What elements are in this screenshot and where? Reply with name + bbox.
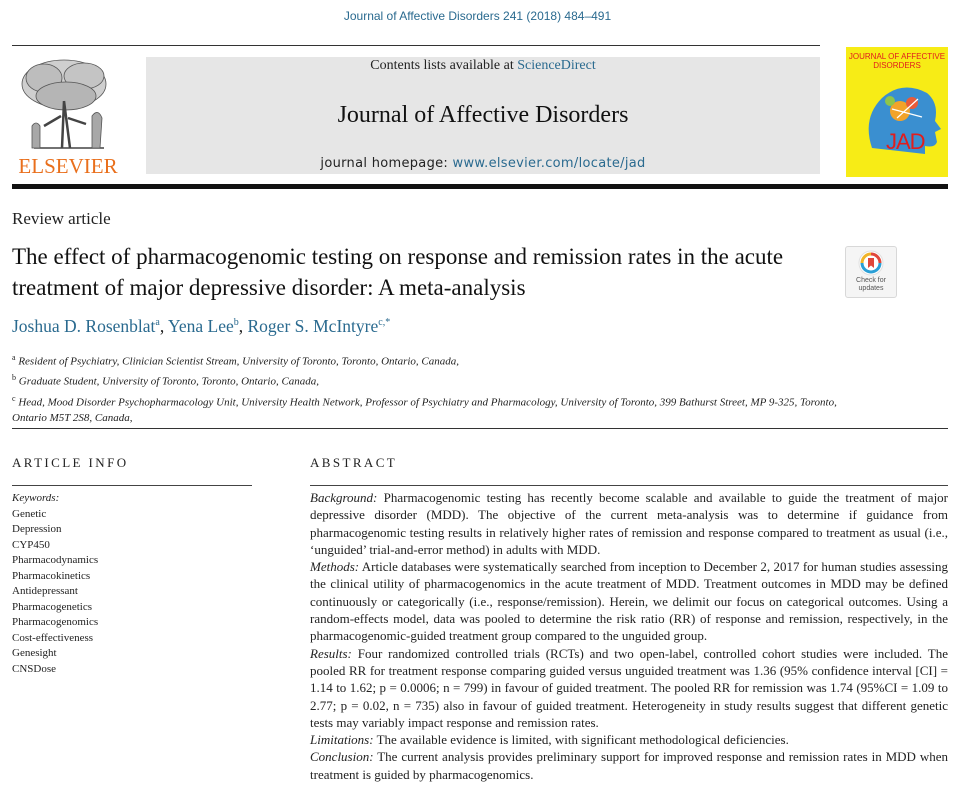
affiliations (12, 350, 842, 426)
homepage-link[interactable]: www.elsevier.com/locate/jad (452, 156, 646, 171)
bookmark-icon (858, 250, 884, 276)
journal-citation-link[interactable]: Journal of Affective Disorders 241 (2018) 484–491 (343, 9, 612, 23)
keyword: Pharmacodynamics (12, 554, 99, 566)
article-type: Review article (12, 209, 111, 228)
keyword: Depression (12, 523, 62, 535)
check-for-updates-label: Check for updates (856, 277, 886, 292)
keyword: Genetic (12, 507, 47, 520)
abstract-divider (310, 485, 948, 486)
abstract-background: Background: Pharmacogenomic testing has recently become scalable and available to guide the treatment of major depressive disorder (MDD). The objective of the current meta-analysis was to determine if guidance from pharmacogenomic testing results in relatively higher rates of remission and response compared to treatment as usual (i.e., ‘unguided’ trial-and-error method) in adults with MDD. (310, 490, 949, 557)
keyword: CNSDose (12, 662, 57, 675)
publisher-name: ELSEVIER (18, 154, 118, 178)
keyword: Pharmacokinetics (12, 569, 91, 582)
keyword: Antidepressant (12, 585, 78, 597)
affiliation: $^a$ Resident of Psychiatry, Clinician Scientist Stream, University of Toronto, Toronto, Ontario, Canada, (12, 353, 460, 368)
journal-cover[interactable] (846, 47, 948, 177)
keyword: Cost-effectiveness (12, 631, 94, 644)
journal-name: Journal of Affective Disorders (337, 102, 629, 128)
abstract-results: Results: Four randomized controlled trials (RCTs) and two open-label, controlled cohort studies were included. The pooled RR for treatment response comparing guided versus unguided treatment was 1.36 (95% confidence interval [CI] = 1.14 to 1.62; p = 0.0006; n = 799) in favour of guided treatment. The pooled RR for remission was 1.74 (95%CI = 1.09 to 2.77; p = 0.02, n = 735) also in favour of guided treatment. Heterogeneity in study results suggest that different genetic tests may variably impact response and remission rates. (310, 645, 949, 730)
author-link[interactable]: Yena Lee$^b$ (167, 316, 239, 336)
elsevier-logo[interactable] (10, 52, 122, 180)
article-info-divider (12, 485, 252, 486)
elsevier-tree-icon (14, 56, 120, 156)
author-list: Joshua D. Rosenblat$^a$, Yena Lee$^b$, Roger S. McIntyre$^{c,*}$ (12, 316, 391, 336)
keywords-list (12, 491, 252, 677)
cover-title: JOURNAL OF AFFECTIVE DISORDERS (848, 52, 946, 70)
homepage-line (146, 156, 820, 171)
sciencedirect-link[interactable]: ScienceDirect (517, 58, 596, 73)
abstract-conclusion: Conclusion: The current analysis provides preliminary support for improved response and remission rates in MDD when treatment is guided by pharmacogenomics. (310, 749, 949, 782)
keyword: CYP450 (12, 538, 50, 551)
abstract-methods: Methods: Article databases were systematically searched from inception to December 2, 2017 for human studies assessing the clinical utility of pharmacogenomics in the acute treatment of MDD. Treatment outcomes in MDD may be defined continuously or categorically (i.e., response/remission). Herein, we delimit our focus on categorical outcomes. Using a random-effects model, data was pooled to determine the risk ratio (RR) of response and remission, respectively, in the pharmacogenomic-guided treatment group compared to the unguided group. (310, 559, 948, 644)
abstract-body (310, 489, 948, 783)
homepage-prefix: journal homepage: (320, 156, 453, 171)
section-divider (12, 428, 948, 429)
cover-abbrev: JAD (886, 129, 925, 154)
top-divider (12, 45, 820, 46)
keyword: Pharmacogenomics (12, 616, 99, 628)
affiliation: $^c$ Head, Mood Disorder Psychopharmacology Unit, University Health Network, Professor of Psychiatry and Pharmacology, University of Toronto, 399 Bathurst Street, MP 9-325, Toronto, Ontario M5T 2S8, Canada, (12, 393, 837, 424)
article-title: The effect of pharmacogenomic testing on response and remission rates in the acute treatment of major depressive disorder: A meta-analysis (12, 244, 784, 300)
keyword: Pharmacogenetics (12, 600, 93, 613)
journal-banner (146, 57, 820, 174)
keywords-label: Keywords: (12, 492, 60, 504)
keyword: Genesight (12, 647, 57, 659)
article-info-heading: ARTICLE INFO (12, 455, 129, 470)
author-link[interactable]: Joshua D. Rosenblat$^a$ (12, 316, 160, 336)
check-for-updates-button[interactable] (845, 246, 897, 298)
affiliation: $^b$ Graduate Student, University of Toronto, Toronto, Ontario, Canada, (12, 373, 320, 388)
abstract-heading: ABSTRACT (310, 455, 398, 470)
abstract-limitations: Limitations: The available evidence is limited, with significant methodological deficiencies. (310, 732, 789, 748)
contents-line (146, 57, 820, 74)
header-divider (12, 184, 948, 189)
author-link[interactable]: Roger S. McIntyre$^{c,*}$ (247, 316, 391, 336)
contents-prefix: Contents lists available at (370, 58, 518, 73)
